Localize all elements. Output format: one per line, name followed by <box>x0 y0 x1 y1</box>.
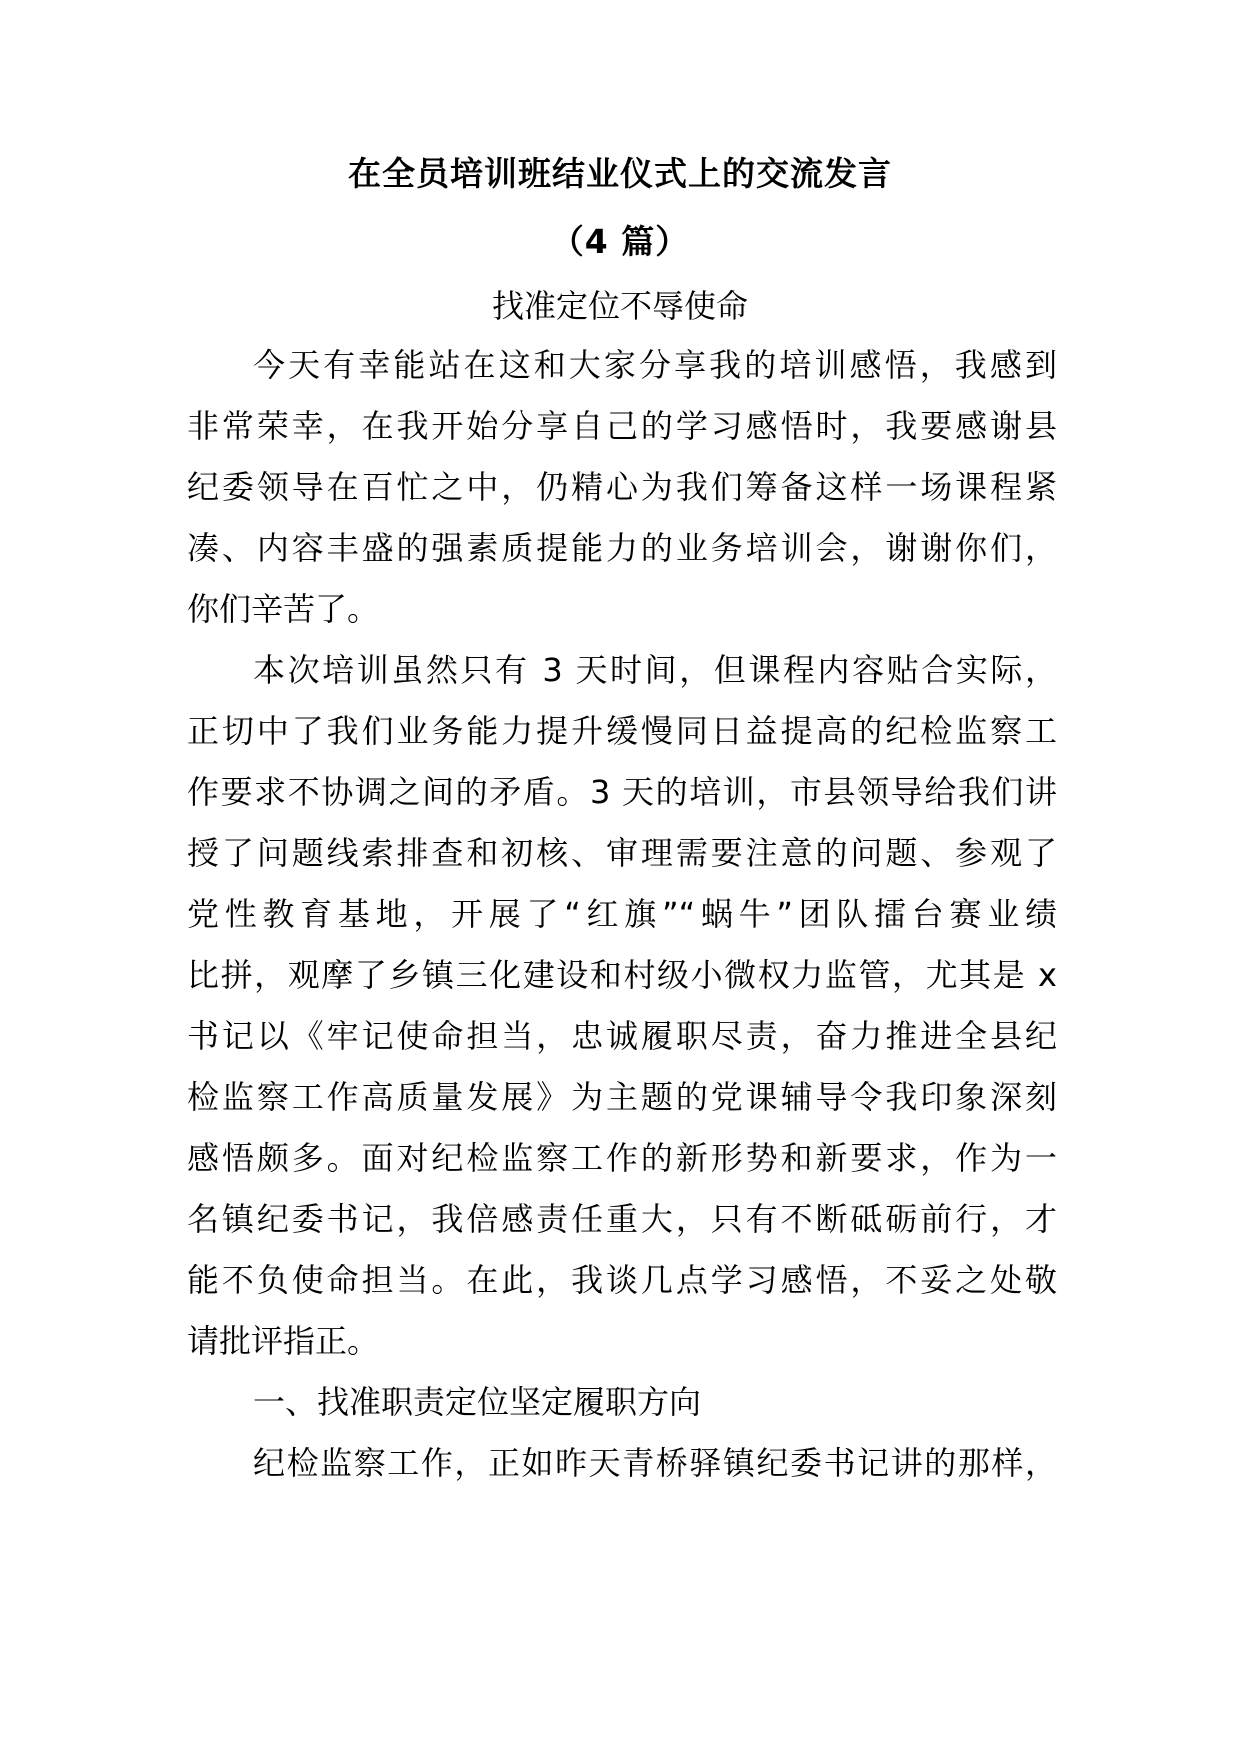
paragraph-line: 检监察工作高质量发展》为主题的党课辅导令我印象深刻 <box>187 1078 1057 1116</box>
paragraph-line: 书记以《牢记使命担当，忠诚履职尽责，奋力推进全县纪 <box>187 1017 1057 1055</box>
paragraph-line: 名镇纪委书记，我倍感责任重大，只有不断砥砺前行，才 <box>187 1200 1057 1238</box>
paragraph-line: 你们辛苦了。 <box>187 590 380 628</box>
paragraph-line: 请批评指正。 <box>187 1322 380 1360</box>
paragraph-line: 授了问题线索排查和初核、审理需要注意的问题、参观了 <box>187 834 1057 872</box>
paragraph-line: 感悟颇多。面对纪检监察工作的新形势和新要求，作为一 <box>187 1139 1057 1177</box>
paragraph-line: 能不负使命担当。在此，我谈几点学习感悟，不妥之处敬 <box>187 1261 1057 1299</box>
paragraph-line: 比拼，观摩了乡镇三化建设和村级小微权力监管，尤其是 x <box>187 956 1057 994</box>
paragraph-line: 非常荣幸，在我开始分享自己的学习感悟时，我要感谢县 <box>187 407 1057 445</box>
paragraph-line: 今天有幸能站在这和大家分享我的培训感悟，我感到 <box>253 346 1057 384</box>
document-title: 在全员培训班结业仪式上的交流发言 <box>348 154 892 193</box>
paragraph-line: 正切中了我们业务能力提升缓慢同日益提高的纪检监察工 <box>187 712 1057 750</box>
section-heading: 一、找准职责定位坚定履职方向 <box>253 1383 702 1421</box>
paragraph-line: 作要求不协调之间的矛盾。3 天的培训，市县领导给我们讲 <box>187 773 1057 811</box>
section-title: 找准定位不辱使命 <box>491 287 748 325</box>
paragraph-line: 纪委领导在百忙之中，仍精心为我们筹备这样一场课程紧 <box>187 468 1057 506</box>
paragraph-line: 凑、内容丰盛的强素质提能力的业务培训会，谢谢你们， <box>187 529 1057 567</box>
document-subtitle: （4 篇） <box>550 222 690 261</box>
paragraph-line: 党性教育基地，开展了“红旗”“蜗牛”团队擂台赛业绩 <box>187 895 1057 933</box>
paragraph-line: 纪检监察工作，正如昨天青桥驿镇纪委书记讲的那样， <box>253 1444 1057 1482</box>
paragraph-line: 本次培训虽然只有 3 天时间，但课程内容贴合实际， <box>253 651 1057 689</box>
